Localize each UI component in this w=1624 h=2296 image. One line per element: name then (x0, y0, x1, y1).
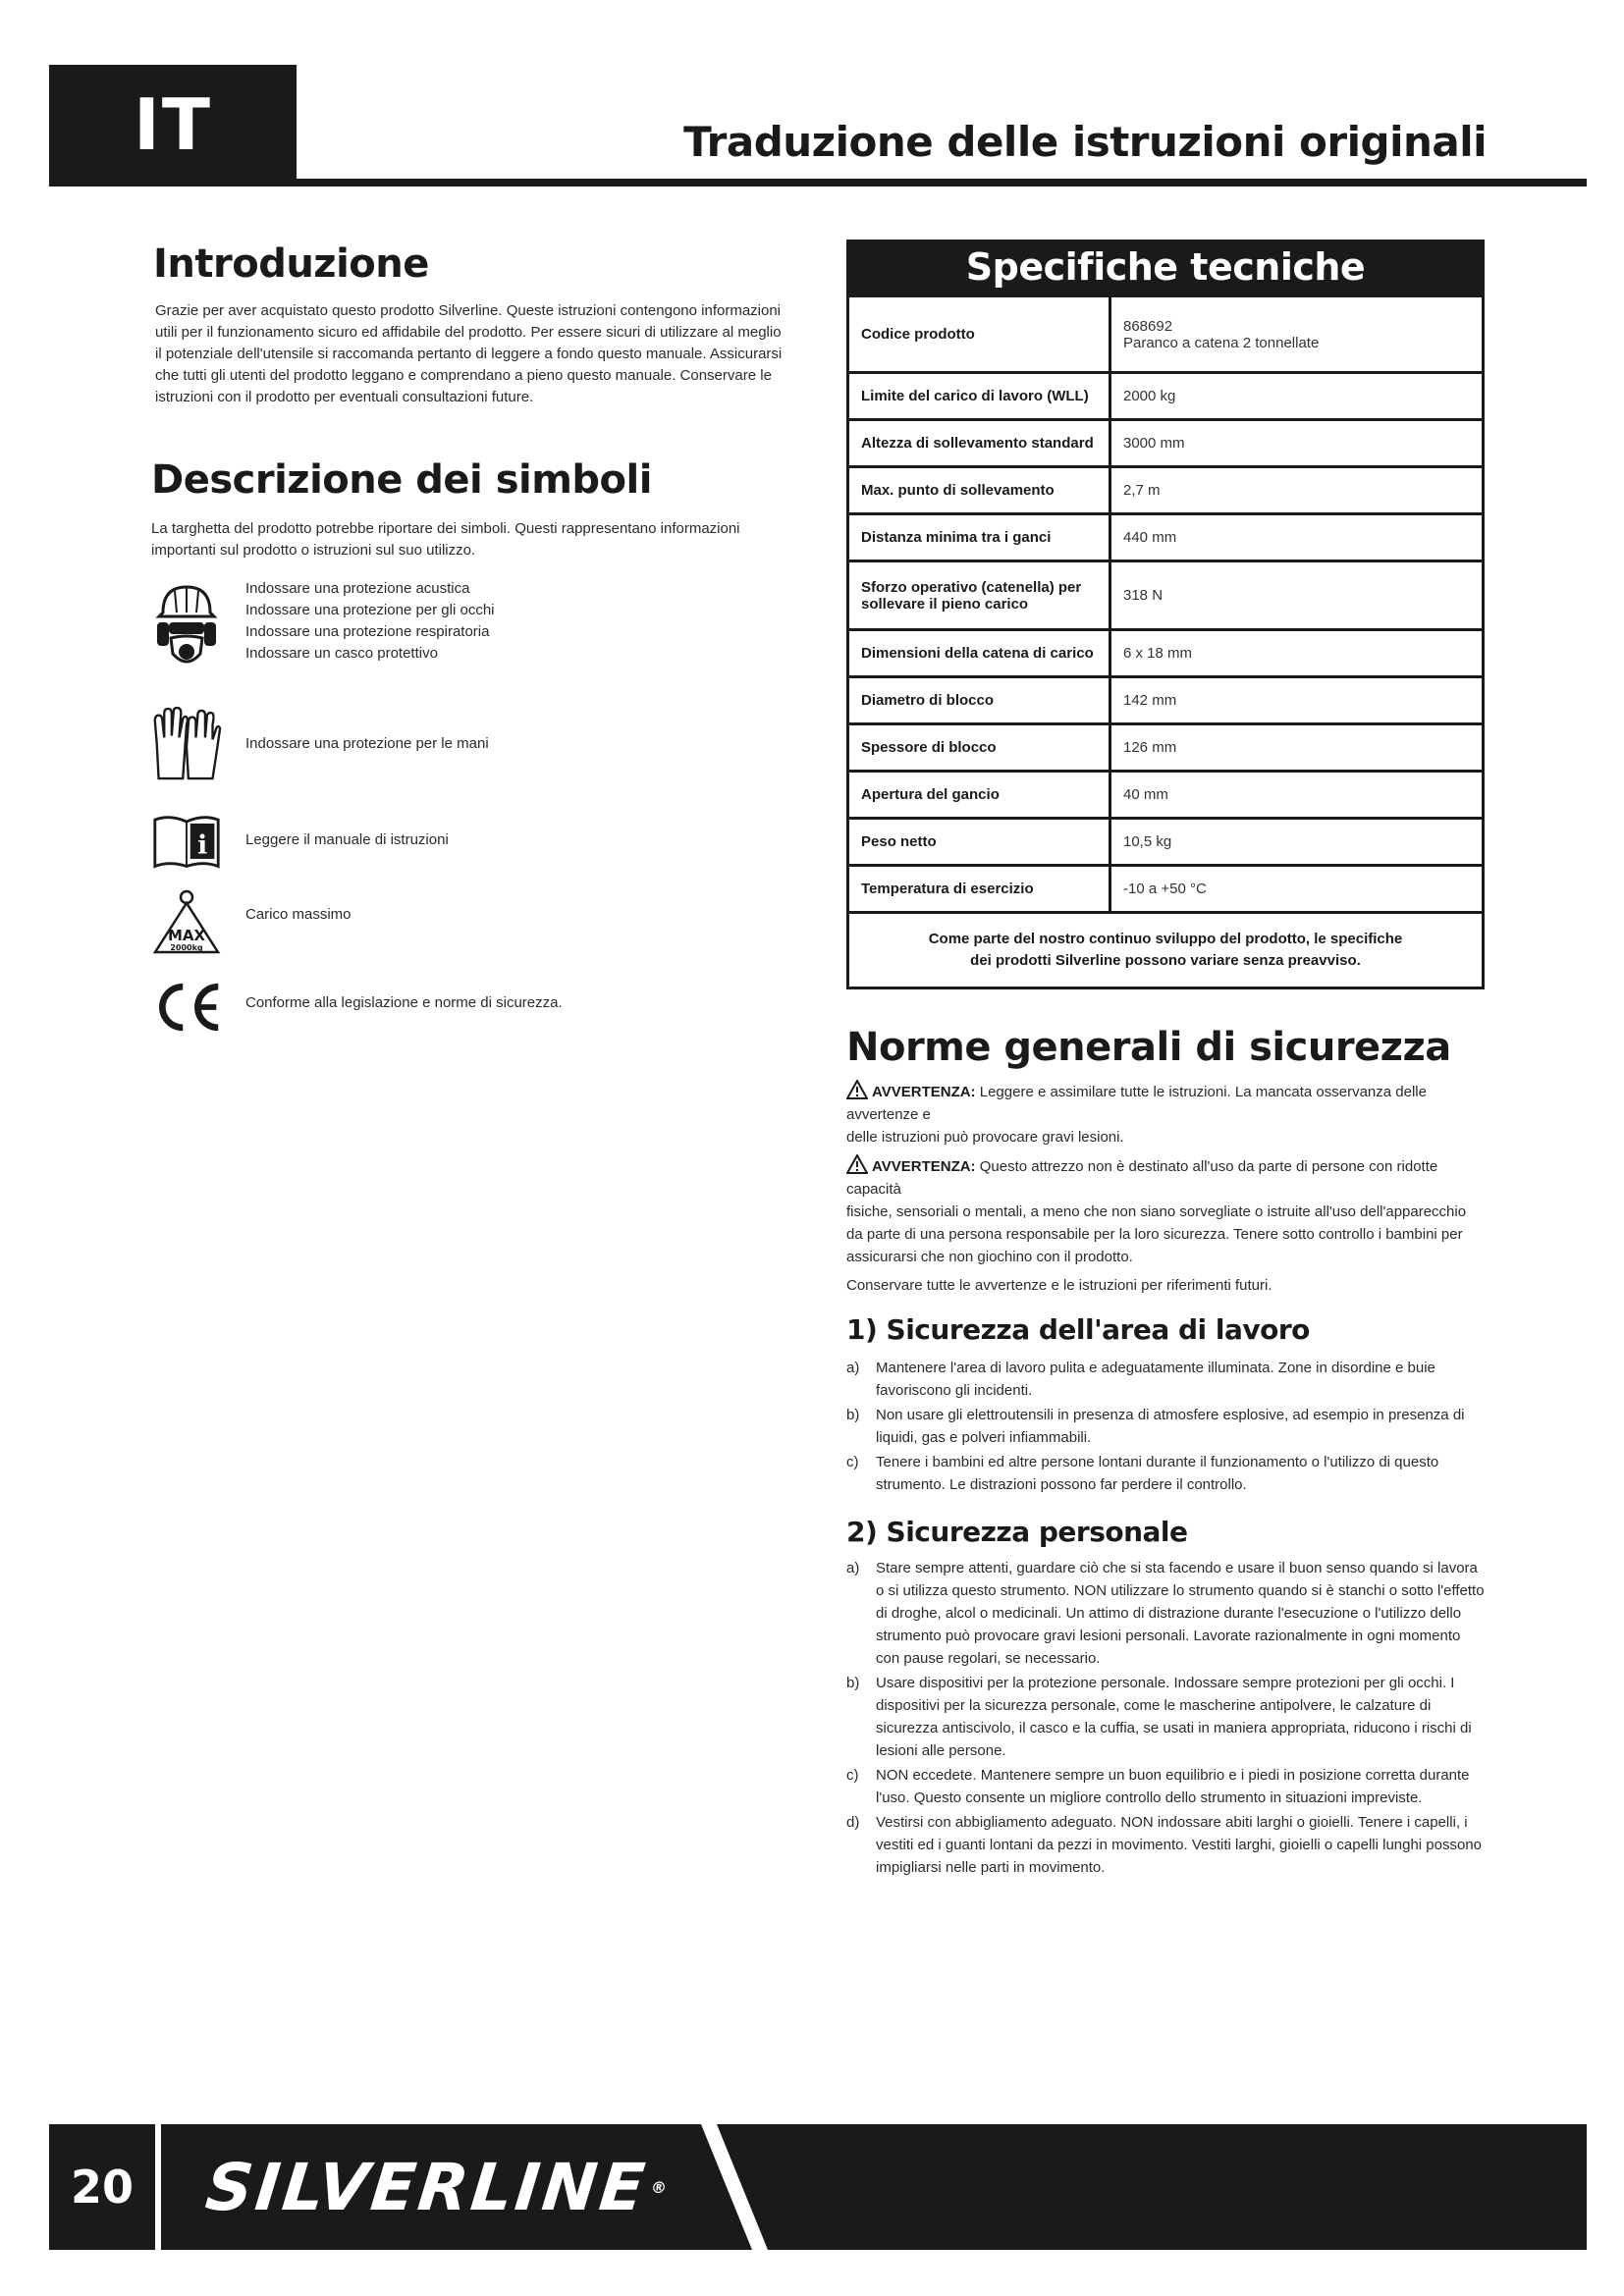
spec-row (848, 819, 1484, 866)
spec-row (848, 630, 1484, 677)
section-1-list (846, 1357, 1485, 1498)
spec-label: Spessore di blocco (848, 724, 1110, 772)
list-text: Stare sempre attenti, guardare ciò che si sta facendo e usare il buon senso quando si lavora o si utilizza questo strumento. NON utilizzare lo strumento quando si è stanchi o sotto l'effetto di droghe, alcol o medicinali. Un attimo di distrazione durante l'esecuzione o l'utilizzo dello strumento può provocare gravi lesioni personali. Lavorate razionalmente in ogni momento con pause regolari, se necessario. (876, 1560, 1485, 1667)
symbols-intro-line: importanti sul prodotto o istruzioni sul suo utilizzo. (151, 542, 476, 559)
list-item (846, 1357, 1485, 1402)
warning-text: Questo attrezzo non è destinato all'uso da parte di persone con ridotte capacità (846, 1158, 1438, 1198)
warning-label: AVVERTENZA: (872, 1158, 976, 1175)
warning-1 (846, 1080, 1485, 1148)
registered-mark: ® (649, 2177, 671, 2197)
symbols-intro (151, 518, 780, 561)
spec-value: 6 x 18 mm (1110, 630, 1484, 677)
spec-value: 2000 kg (1110, 373, 1484, 420)
spec-value: 126 mm (1110, 724, 1484, 772)
symbol-line: Indossare una protezione acustica (245, 580, 470, 597)
symbol-line: Indossare una protezione per le mani (245, 735, 489, 752)
spec-label: Codice prodotto (848, 296, 1110, 373)
spec-label: Apertura del gancio (848, 772, 1110, 819)
symbols-heading: Descrizione dei simboli (151, 457, 652, 503)
symbol-text-gloves (245, 733, 489, 755)
list-marker: c) (846, 1767, 859, 1784)
list-text: NON eccedete. Mantenere sempre un buon equilibrio e i piedi in posizione corretta durante l'uso. Questo consente un migliore controllo dello strumento in situazioni impreviste. (876, 1767, 1470, 1806)
warning-icon (846, 1080, 868, 1099)
spec-value: 3000 mm (1110, 420, 1484, 467)
spec-label: Temperatura di esercizio (848, 866, 1110, 913)
list-item (846, 1557, 1485, 1670)
intro-paragraph (155, 300, 784, 408)
spec-value (1110, 296, 1484, 373)
warning-text: da parte di una persona responsabile per la loro sicurezza. Tenere sotto controllo i bambini per (846, 1226, 1463, 1243)
logo-slash-icon (695, 2124, 774, 2250)
symbol-row-manual (151, 801, 449, 880)
warning-text: assicurarsi che non giochino con il prodotto. (846, 1249, 1133, 1265)
spec-row (848, 296, 1484, 373)
symbol-row-ce (151, 968, 563, 1046)
symbol-text-ppe (245, 578, 495, 665)
list-text: Tenere i bambini ed altre persone lontani durante il funzionamento o l'utilizzo di questo strumento. Le distrazioni possono far perdere il controllo. (876, 1454, 1439, 1493)
list-marker: b) (846, 1675, 860, 1691)
specs-panel (846, 240, 1485, 989)
spec-label: Sforzo operativo (catenella) per sollevare il pieno carico (848, 561, 1110, 630)
ppe-head-icon (151, 589, 222, 667)
spec-row (848, 724, 1484, 772)
spec-value: 2,7 m (1110, 467, 1484, 514)
silverline-logo (200, 2128, 677, 2246)
spec-label: Distanza minima tra i ganci (848, 514, 1110, 561)
max-load-icon-capacity: 2000kg (170, 943, 203, 952)
list-item (846, 1764, 1485, 1809)
symbol-line: Carico massimo (245, 906, 352, 923)
footer-divider (155, 2124, 161, 2250)
page-number: 20 (70, 2161, 134, 2214)
section-2-title: 2) Sicurezza personale (846, 1516, 1188, 1548)
spec-label: Max. punto di sollevamento (848, 467, 1110, 514)
warning-text: delle istruzioni può provocare gravi lesioni. (846, 1129, 1124, 1146)
specs-note-line: Come parte del nostro continuo sviluppo del prodotto, le specifiche (928, 931, 1403, 947)
list-item (846, 1451, 1485, 1496)
symbol-row-ppe (151, 580, 495, 667)
spec-row (848, 772, 1484, 819)
section-2-list (846, 1557, 1485, 1881)
symbol-line: Indossare una protezione per gli occhi (245, 602, 495, 618)
intro-line: che tutti gli utenti del prodotto leggano e comprendano a pieno questo manuale. Conservare le (155, 367, 772, 384)
intro-line: il potenziale dell'utensile si raccomanda pertanto di leggere a fondo questo manuale. Assicurarsi (155, 346, 783, 362)
spec-label: Altezza di sollevamento standard (848, 420, 1110, 467)
manual-icon (151, 801, 222, 880)
symbol-text-manual (245, 829, 449, 851)
intro-heading: Introduzione (153, 241, 429, 287)
symbol-line: Leggere il manuale di istruzioni (245, 831, 449, 848)
symbol-line: Conforme alla legislazione e norme di sicurezza. (245, 994, 563, 1011)
safety-heading: Norme generali di sicurezza (846, 1025, 1451, 1070)
specs-table (846, 294, 1485, 914)
list-marker: c) (846, 1454, 859, 1470)
list-marker: d) (846, 1814, 860, 1831)
header-divider (49, 179, 1587, 187)
spec-value-code: 868692 (1123, 317, 1173, 335)
spec-label: Dimensioni della catena di carico (848, 630, 1110, 677)
spec-label: Peso netto (848, 819, 1110, 866)
spec-value: 10,5 kg (1110, 819, 1484, 866)
symbol-line: Indossare un casco protettivo (245, 645, 438, 662)
gloves-icon (151, 705, 222, 783)
warning-text: fisiche, sensoriali o mentali, a meno che non siano sorvegliate o istruite all'uso dell'apparecchio (846, 1203, 1467, 1220)
max-load-icon-label: MAX (167, 927, 206, 944)
list-item (846, 1672, 1485, 1762)
list-marker: a) (846, 1360, 860, 1376)
symbols-intro-line: La targhetta del prodotto potrebbe riportare dei simboli. Questi rappresentano informazioni (151, 520, 740, 537)
brand-name: SILVERLINE (201, 2149, 652, 2225)
max-load-icon (151, 883, 222, 962)
list-marker: a) (846, 1560, 860, 1576)
intro-line: istruzioni con il prodotto per eventuali consultazioni future. (155, 389, 534, 405)
list-text: Vestirsi con abbigliamento adeguato. NON indossare abiti larghi o gioielli. Tenere i capelli, i vestiti ed i guanti lontani da pezzi in movimento. Vestiti larghi, gioielli o capelli lunghi possono impigliarsi nelle parti in movimento. (876, 1814, 1483, 1876)
spec-label: Limite del carico di lavoro (WLL) (848, 373, 1110, 420)
section-1-title: 1) Sicurezza dell'area di lavoro (846, 1313, 1310, 1346)
ce-mark-icon (151, 968, 222, 1046)
spec-row (848, 677, 1484, 724)
spec-value-description: Paranco a catena 2 tonnellate (1123, 334, 1320, 351)
symbol-text-max-load (245, 904, 352, 926)
spec-row (848, 561, 1484, 630)
spec-row (848, 514, 1484, 561)
warning-text: Leggere e assimilare tutte le istruzioni. La mancata osservanza delle avvertenze e (846, 1084, 1427, 1123)
spec-value: 440 mm (1110, 514, 1484, 561)
spec-label: Diametro di blocco (848, 677, 1110, 724)
warning-2 (846, 1154, 1485, 1268)
list-text: Non usare gli elettroutensili in presenza di atmosfere esplosive, ad esempio in presenza di liquidi, gas e polveri infiammabili. (876, 1407, 1465, 1446)
spec-row (848, 467, 1484, 514)
language-badge: IT (49, 65, 297, 185)
spec-row (848, 420, 1484, 467)
specs-title: Specifiche tecniche (846, 240, 1485, 294)
warning-label: AVVERTENZA: (872, 1084, 976, 1100)
intro-line: Grazie per aver acquistato questo prodotto Silverline. Queste istruzioni contengono informazioni (155, 302, 782, 319)
spec-value: -10 a +50 °C (1110, 866, 1484, 913)
keep-instructions-note: Conservare tutte le avvertenze e le istruzioni per riferimenti futuri. (846, 1277, 1272, 1294)
list-item (846, 1404, 1485, 1449)
list-text: Mantenere l'area di lavoro pulita e adeguatamente illuminata. Zone in disordine e buie favoriscono gli incidenti. (876, 1360, 1435, 1399)
specs-note-line: dei prodotti Silverline possono variare senza preavviso. (970, 952, 1361, 969)
intro-line: utili per il funzionamento sicuro ed affidabile del prodotto. Per essere sicuri di utilizzare al meglio (155, 324, 782, 341)
spec-value: 142 mm (1110, 677, 1484, 724)
spec-row (848, 373, 1484, 420)
svg-text:i: i (197, 829, 208, 861)
spec-row (848, 866, 1484, 913)
symbol-row-max-load (151, 883, 352, 962)
spec-value: 318 N (1110, 561, 1484, 630)
symbol-text-ce (245, 992, 563, 1014)
spec-value: 40 mm (1110, 772, 1484, 819)
list-marker: b) (846, 1407, 860, 1423)
page-header-title: Traduzione delle istruzioni originali (683, 118, 1487, 166)
specs-note (846, 914, 1485, 989)
symbol-line: Indossare una protezione respiratoria (245, 623, 490, 640)
list-text: Usare dispositivi per la protezione personale. Indossare sempre protezioni per gli occhi. I dispositivi per la sicurezza personale, come le mascherine antipolvere, le calzature di sicurezza antiscivolo, il casco e la cuffia, se usati in maniera appropriata, riducono i rischi di lesioni alle persone. (876, 1675, 1472, 1759)
warning-icon (846, 1154, 868, 1174)
symbol-row-gloves (151, 705, 489, 783)
list-item (846, 1811, 1485, 1879)
